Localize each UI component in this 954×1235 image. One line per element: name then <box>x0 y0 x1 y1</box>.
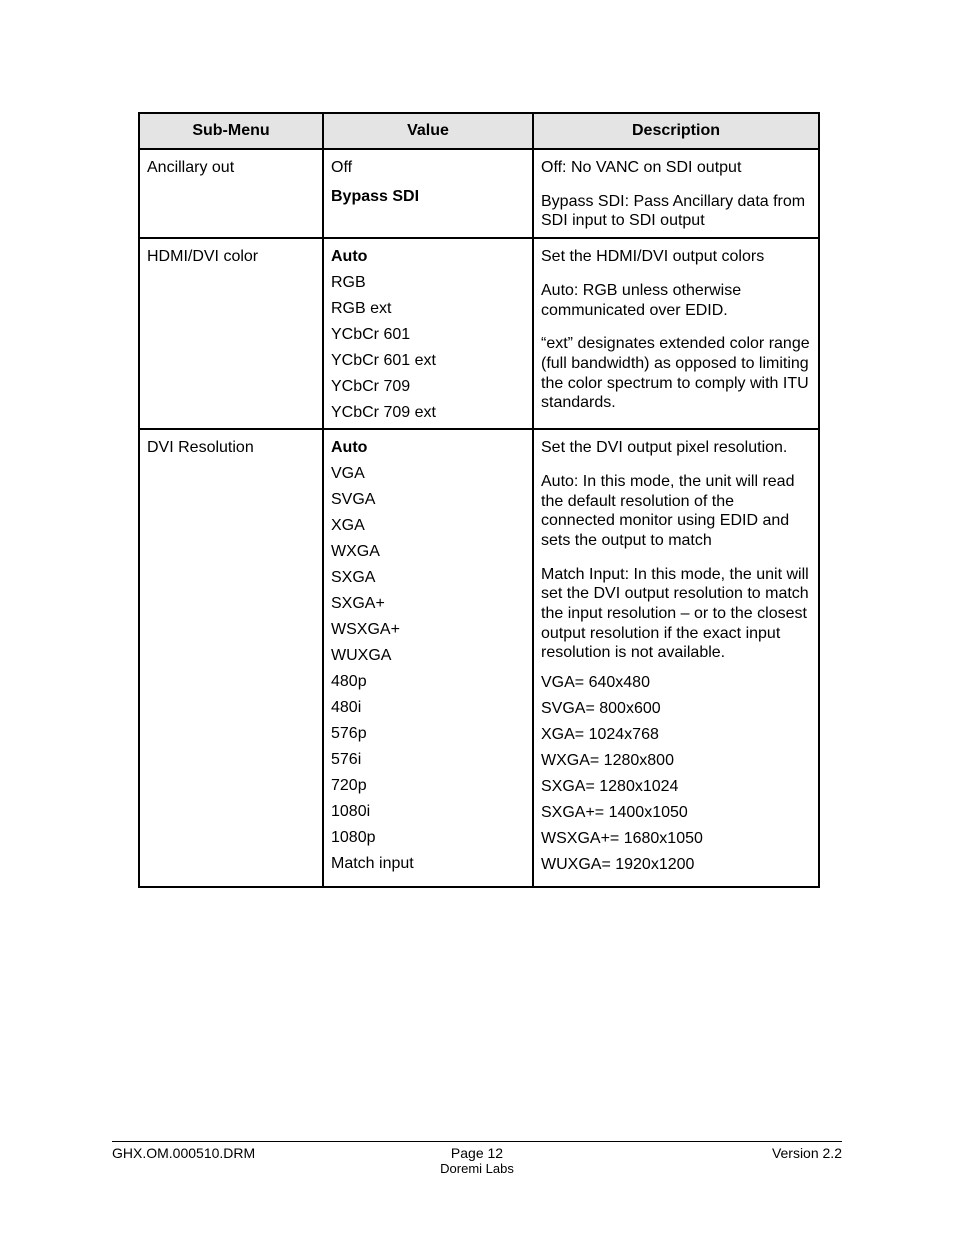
description-paragraph: Auto: In this mode, the unit will read the default resolution of the connected monitor using EDID and sets the output to match <box>541 472 795 549</box>
value-item: Match input <box>331 855 414 873</box>
submenu-name: Ancillary out <box>147 159 235 176</box>
resolution-item: VGA= 640x480 <box>541 674 650 692</box>
value-item: 720p <box>331 777 367 795</box>
table-header-row <box>139 113 819 149</box>
value-item: SVGA <box>331 491 376 509</box>
value-item: YCbCr 709 ext <box>331 404 436 422</box>
resolution-item: SXGA+= 1400x1050 <box>541 804 688 822</box>
value-item: SXGA+ <box>331 595 385 613</box>
value-item: WUXGA <box>331 647 392 665</box>
table-row-hdmi-dvi-color <box>139 238 819 429</box>
resolution-item: WXGA= 1280x800 <box>541 752 674 770</box>
description-paragraph: Match Input: In this mode, the unit will set the DVI output resolution to match the input resolution – or to the closest output resolution if the exact input resolution is not available. <box>541 565 809 662</box>
submenu-name: HDMI/DVI color <box>147 248 259 266</box>
value-item: RGB ext <box>331 300 392 318</box>
header-description: Description <box>533 113 819 149</box>
value-item: RGB <box>331 274 366 292</box>
footer-divider <box>112 1141 842 1142</box>
description-paragraph: “ext” designates extended color range (full bandwidth) as opposed to limiting the color spectrum to comply with ITU standards. <box>541 335 810 412</box>
submenu-name: DVI Resolution <box>147 439 254 457</box>
resolution-item: SXGA= 1280x1024 <box>541 778 679 796</box>
value-item-default: Auto <box>331 248 368 266</box>
resolution-item: XGA= 1024x768 <box>541 726 659 744</box>
value-item: 576p <box>331 725 367 743</box>
header-value: Value <box>323 113 533 149</box>
value-item: 576i <box>331 751 362 769</box>
description <box>534 239 818 419</box>
resolution-list <box>541 673 811 874</box>
footer-center <box>377 1145 577 1176</box>
value-list <box>331 438 525 873</box>
description-paragraph: Auto: RGB unless otherwise communicated over EDID. <box>541 281 742 319</box>
header-submenu: Sub-Menu <box>139 113 323 149</box>
description <box>534 150 818 237</box>
resolution-item: WUXGA= 1920x1200 <box>541 856 695 874</box>
value-item: WXGA <box>331 543 380 561</box>
description-paragraph: Off: No VANC on SDI output <box>541 159 742 176</box>
footer-version: Version 2.2 <box>771 1145 842 1161</box>
value-item: SXGA <box>331 569 376 587</box>
footer-doc-id: GHX.OM.000510.DRM <box>112 1145 256 1161</box>
table-row-ancillary-out <box>139 149 819 238</box>
resolution-item: SVGA= 800x600 <box>541 700 661 718</box>
value-list <box>331 158 525 206</box>
submenu-table <box>138 112 820 888</box>
value-item: XGA <box>331 517 365 535</box>
value-item-default: Bypass SDI <box>331 188 420 205</box>
value-item: 1080i <box>331 803 371 821</box>
footer-page-number: Page 12 <box>450 1145 504 1161</box>
description-paragraph: Set the DVI output pixel resolution. <box>541 439 788 457</box>
value-item: VGA <box>331 465 365 483</box>
value-list <box>331 247 525 422</box>
resolution-item: WSXGA+= 1680x1050 <box>541 830 703 848</box>
value-item: YCbCr 709 <box>331 378 411 396</box>
footer-company: Doremi Labs <box>440 1161 514 1176</box>
value-item: 480p <box>331 673 367 691</box>
value-item: YCbCr 601 <box>331 326 411 344</box>
value-item-default: Auto <box>331 439 368 457</box>
value-item: 1080p <box>331 829 376 847</box>
table-row-dvi-resolution <box>139 429 819 887</box>
description-paragraph: Set the HDMI/DVI output colors <box>541 248 765 266</box>
value-item: 480i <box>331 699 362 717</box>
value-item: YCbCr 601 ext <box>331 352 436 370</box>
value-item: WSXGA+ <box>331 621 400 639</box>
value-item: Off <box>331 159 353 176</box>
description-paragraph: Bypass SDI: Pass Ancillary data from SDI input to SDI output <box>541 192 806 230</box>
description <box>534 430 818 880</box>
